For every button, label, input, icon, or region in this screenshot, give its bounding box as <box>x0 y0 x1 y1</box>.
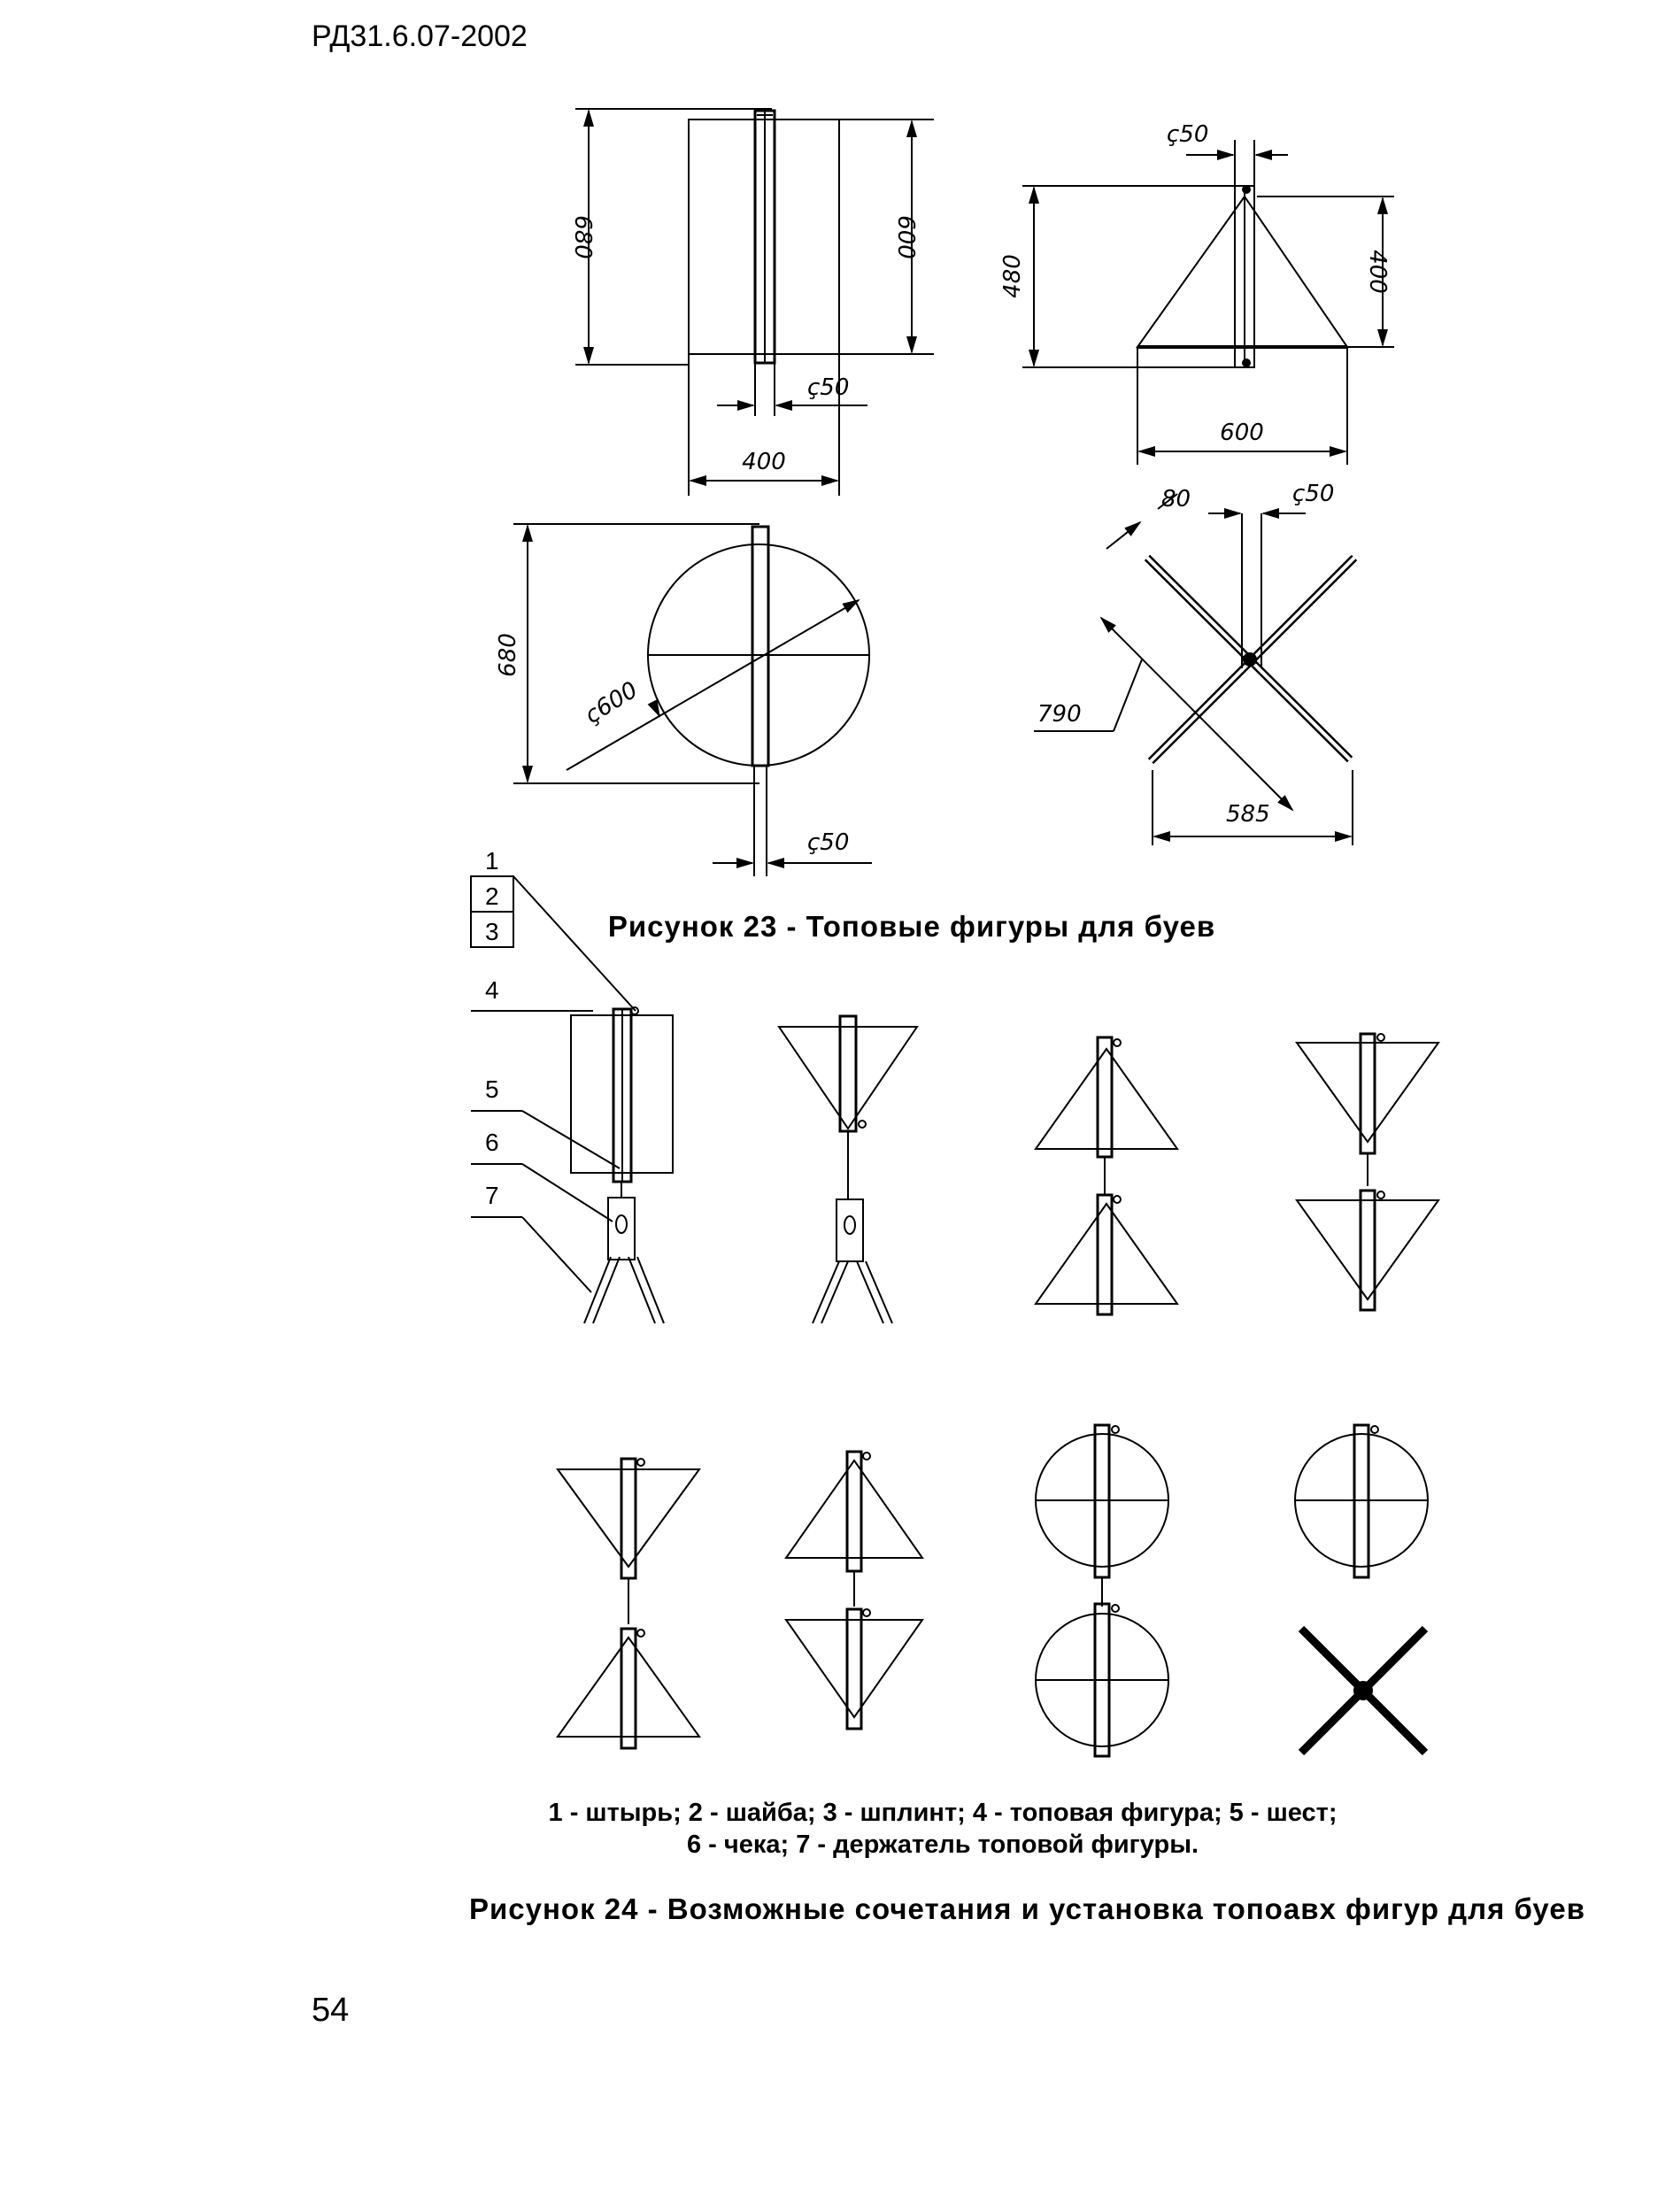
dim-50-a: ç50 <box>807 374 850 401</box>
dim-480: 480 <box>999 254 1026 298</box>
callout-6: 6 <box>485 1129 499 1156</box>
combo-cone-down-holder <box>779 1016 917 1323</box>
dim-585: 585 <box>1226 801 1270 828</box>
callout-7: 7 <box>485 1182 499 1209</box>
legend-line-2: 6 - чека; 7 - держатель топовой фигуры. <box>686 1830 1199 1859</box>
dim-50-d: ç50 <box>1292 481 1335 507</box>
dim-80: 80 <box>1161 486 1191 513</box>
combo-cone-down-cone-down <box>1297 1034 1438 1310</box>
dim-400-a: 400 <box>742 449 786 475</box>
legend-line-1: 1 - штырь; 2 - шайба; 3 - шплинт; 4 - топовая фигура; 5 - шест; <box>548 1799 1338 1827</box>
dim-600-c: ç600 <box>580 676 643 729</box>
figure23-caption: Рисунок 23 - Топовые фигуры для буев <box>607 910 1216 943</box>
cylinder-topmark-drawing <box>575 109 934 496</box>
combo-cone-up-cone-down <box>786 1452 922 1729</box>
callout-1: 1 <box>485 847 499 875</box>
callout-2: 2 <box>485 882 499 910</box>
page-number: 54 <box>312 1992 350 2029</box>
combo-cone-up-cone-up <box>1036 1037 1177 1314</box>
cone-topmark-drawing <box>1022 140 1394 465</box>
combo-cone-down-cone-up <box>558 1459 699 1748</box>
combo-cylinder-holder <box>571 1007 673 1323</box>
dim-600-a: 600 <box>892 215 919 259</box>
dim-600-b: 600 <box>1220 420 1264 446</box>
combo-sphere-sphere <box>1036 1425 1168 1756</box>
figure24-caption: Рисунок 24 - Возможные сочетания и установка топоавх фигур для буев <box>469 1892 1585 1925</box>
dim-400-b: 400 <box>1364 250 1391 294</box>
dim-790: 790 <box>1037 701 1082 728</box>
callout-3: 3 <box>485 918 499 945</box>
dim-680-a: 680 <box>569 215 596 259</box>
figure24-legend <box>0 1797 1673 1861</box>
callout-5: 5 <box>485 1075 499 1103</box>
cross-topmark-drawing <box>1034 494 1354 845</box>
dim-50-c: ç50 <box>807 829 850 856</box>
dim-50-b: ç50 <box>1167 121 1209 148</box>
dim-680-b: 680 <box>495 633 521 677</box>
document-code: РД31.6.07-2002 <box>312 19 528 53</box>
sphere-topmark-drawing <box>513 524 872 876</box>
combo-sphere-cross <box>1295 1425 1428 1753</box>
callout-4: 4 <box>485 976 499 1004</box>
